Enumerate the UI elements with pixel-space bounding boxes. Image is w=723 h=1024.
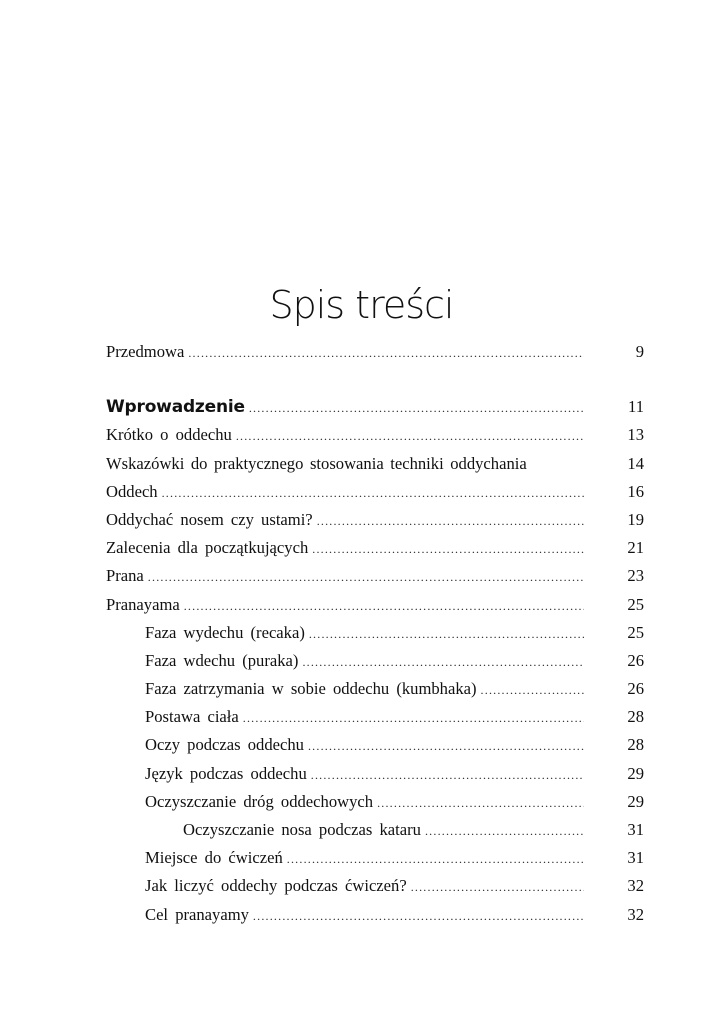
toc-leader-dots xyxy=(377,789,584,817)
toc-entry-zalecenia[interactable] xyxy=(106,534,644,562)
toc-entry-label: Faza wdechu (puraka) xyxy=(145,650,299,670)
toc-entry-page: 11 xyxy=(628,397,644,417)
toc-entry-page: 32 xyxy=(627,876,644,896)
toc-entry-krotko-o-oddechu[interactable] xyxy=(106,421,644,449)
toc-leader-dots xyxy=(481,676,584,704)
toc-leader-dots xyxy=(253,902,584,930)
toc-leader-dots xyxy=(243,704,584,732)
toc-leader-dots xyxy=(148,563,584,591)
toc-entry-faza-zatrzymania[interactable] xyxy=(106,675,644,703)
toc-entry-label: Oddech xyxy=(106,481,158,501)
toc-entry-page: 28 xyxy=(627,707,644,727)
toc-entry-przedmowa[interactable] xyxy=(106,338,644,366)
toc-entry-label: Faza wydechu (recaka) xyxy=(145,622,305,642)
toc-entry-page: 16 xyxy=(627,481,644,501)
toc-entry-oddech[interactable] xyxy=(106,478,644,506)
toc-entry-oczyszczanie-nosa[interactable] xyxy=(106,816,644,844)
toc-leader-dots xyxy=(236,422,584,450)
toc-entry-label: Faza zatrzymania w sobie oddechu (kumbhaka) xyxy=(145,679,477,699)
toc-entry-page: 32 xyxy=(627,904,644,924)
toc-entry-wprowadzenie[interactable] xyxy=(106,393,644,421)
toc-entry-page: 26 xyxy=(627,679,644,699)
page-title: Spis treści xyxy=(269,283,454,327)
toc-leader-dots xyxy=(302,648,584,676)
toc-entry-faza-wdechu[interactable] xyxy=(106,647,644,675)
toc-entry-label: Prana xyxy=(106,566,144,586)
toc-leader-dots xyxy=(308,732,584,760)
toc-entry-label: Jak liczyć oddechy podczas ćwiczeń? xyxy=(145,876,407,896)
toc-entry-prana[interactable] xyxy=(106,562,644,590)
toc-leader-dots xyxy=(309,620,584,648)
toc-entry-postawa-ciala[interactable] xyxy=(106,703,644,731)
toc-entry-page: 13 xyxy=(627,425,644,445)
toc-entry-page: 25 xyxy=(627,594,644,614)
toc-entry-page: 31 xyxy=(627,820,644,839)
toc-entry-page: 29 xyxy=(627,791,644,811)
toc-leader-dots xyxy=(425,817,584,845)
toc-entry-label: Postawa ciała xyxy=(145,707,239,727)
toc-entry-page: 21 xyxy=(627,538,644,558)
toc-entry-label: Cel pranayamy xyxy=(145,904,249,924)
toc-entry-page: 26 xyxy=(627,650,644,670)
toc-entry-label: Oczy podczas oddechu xyxy=(145,735,304,755)
toc-entry-cel-pranayamy[interactable] xyxy=(106,901,644,929)
toc-entry-label: Przedmowa xyxy=(106,342,185,361)
toc-entry-label: Zalecenia dla początkujących xyxy=(106,538,309,558)
toc-entry-label: Miejsce do ćwiczeń xyxy=(145,848,283,868)
toc-leader-dots xyxy=(184,592,584,620)
toc-entry-page: 9 xyxy=(635,342,644,361)
toc-leader-dots xyxy=(188,339,584,367)
toc-entry-faza-wydechu[interactable] xyxy=(106,619,644,647)
toc-entry-page: 25 xyxy=(627,622,644,642)
toc-entry-label: Język podczas oddechu xyxy=(145,763,307,783)
toc-entry-page: 31 xyxy=(627,848,644,868)
toc-leader-dots xyxy=(312,535,584,563)
toc-leader-dots xyxy=(317,507,584,535)
toc-entry-page: 29 xyxy=(627,763,644,783)
toc-entry-oczyszczanie-drog[interactable] xyxy=(106,788,644,816)
toc-entry-page: 23 xyxy=(627,566,644,586)
table-of-contents xyxy=(106,338,644,929)
toc-leader-dots xyxy=(249,394,584,422)
toc-entry-label: Wprowadzenie xyxy=(106,397,245,418)
toc-entry-label: Krótko o oddechu xyxy=(106,425,232,445)
toc-leader-dots xyxy=(311,761,584,789)
toc-leader-dots xyxy=(411,873,584,901)
toc-leader-dots xyxy=(162,479,584,507)
toc-entry-miejsce[interactable] xyxy=(106,844,644,872)
toc-leader-dots xyxy=(287,845,584,873)
toc-entry-pranayama[interactable] xyxy=(106,591,644,619)
toc-entry-label: Pranayama xyxy=(106,594,180,614)
toc-entry-label: Wskazówki do praktycznego stosowania techniki oddychania xyxy=(106,453,527,473)
toc-entry-oczy[interactable] xyxy=(106,731,644,759)
toc-entry-label: Oddychać nosem czy ustami? xyxy=(106,509,313,529)
toc-entry-label: Oczyszczanie nosa podczas kataru xyxy=(183,820,421,839)
toc-entry-wskazowki[interactable] xyxy=(106,450,644,478)
toc-entry-page: 28 xyxy=(627,735,644,755)
toc-entry-label: Oczyszczanie dróg oddechowych xyxy=(145,791,374,811)
toc-entry-page: 19 xyxy=(627,509,644,529)
toc-entry-jezyk[interactable] xyxy=(106,760,644,788)
toc-entry-jak-liczyc[interactable] xyxy=(106,872,644,900)
toc-entry-oddychac-nosem[interactable] xyxy=(106,506,644,534)
toc-entry-page: 14 xyxy=(627,453,644,473)
